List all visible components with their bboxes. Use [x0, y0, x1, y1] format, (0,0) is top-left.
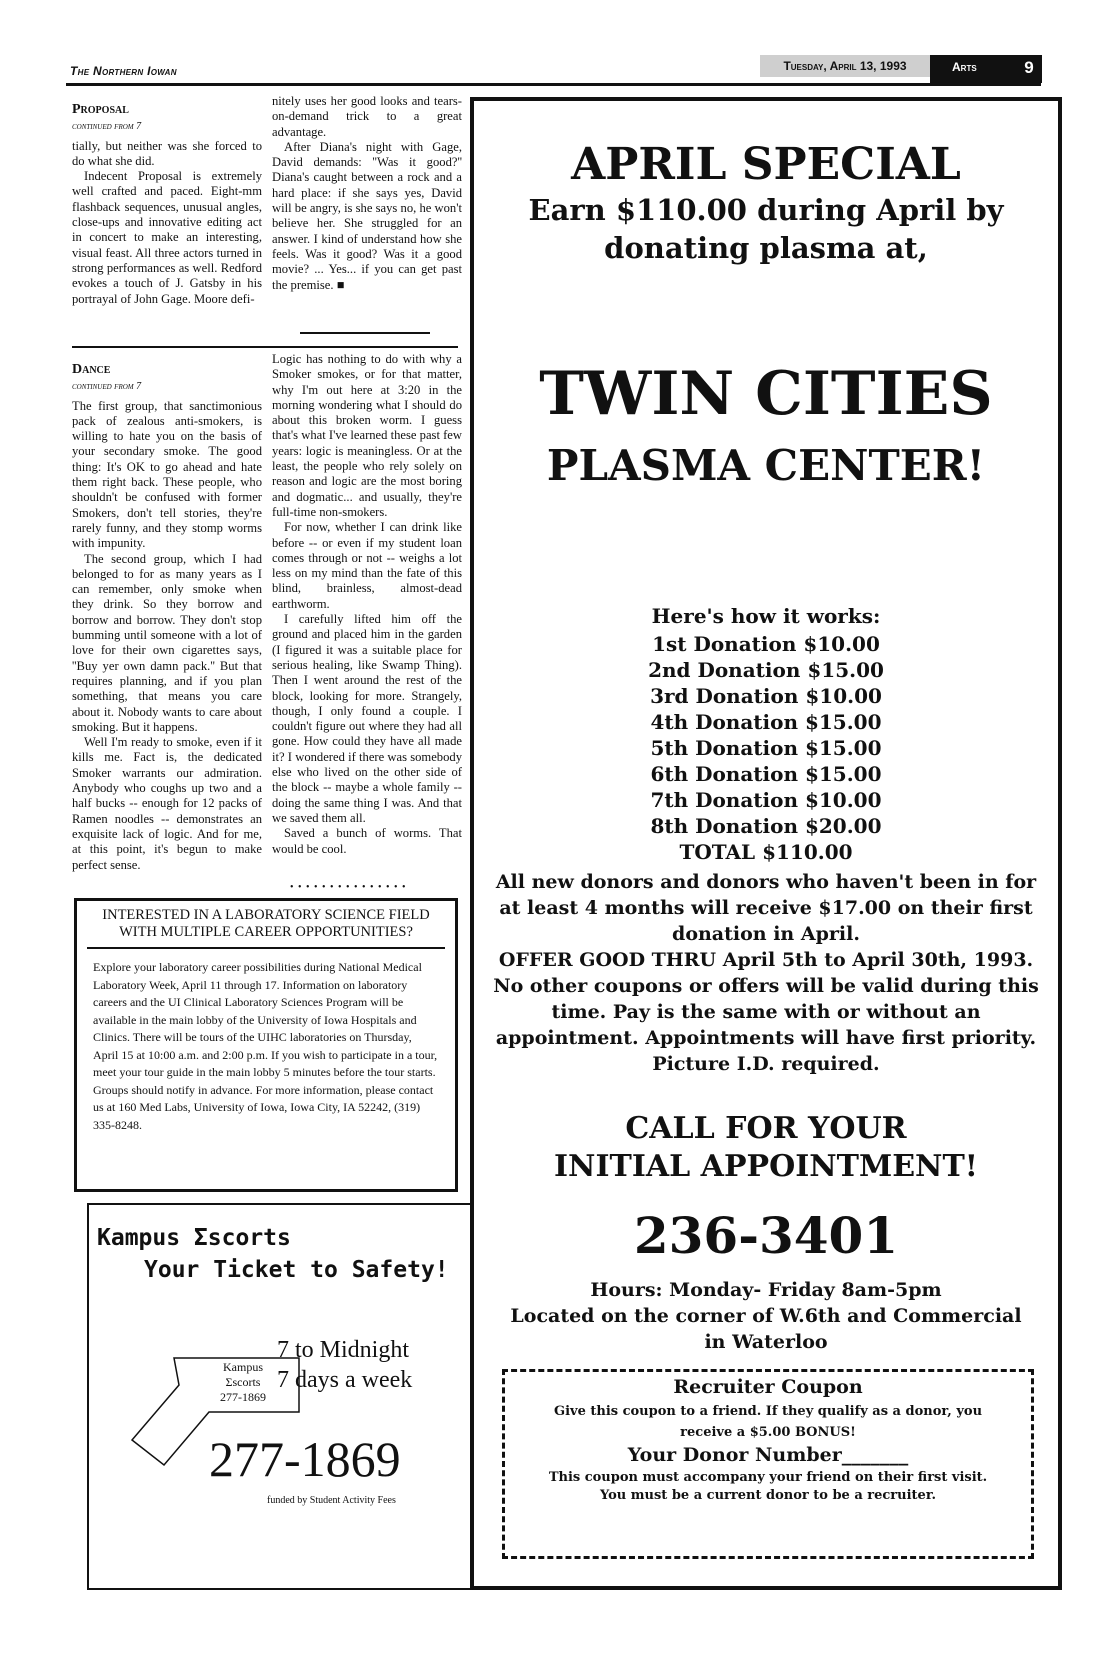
section-label: Arts: [930, 55, 1016, 83]
coupon-title: Recruiter Coupon: [673, 1376, 863, 1398]
donation-item: 5th Donation $15.00: [650, 736, 882, 760]
coupon-line-2: receive a $5.00 BONUS!: [680, 1425, 856, 1440]
coupon-line-3: This coupon must accompany your friend on their first visit.: [548, 1470, 988, 1485]
kampus-tagline: Your Ticket to Safety!: [144, 1257, 449, 1283]
paragraph: After Diana's night with Gage, David demands: ''Was it good?'' Diana's caught between a rock and a hard place: if she says yes, David will be angry, is she says no, he won't believe her. She struggled for an answer. I kind of understand how she feels. Was it good? Was it a good movie? ... Yes... if you can get past the premise. ■: [272, 139, 462, 292]
ad-location-2: in Waterloo: [704, 1331, 828, 1353]
offer-terms: OFFER GOOD THRU April 5th to April 30th, 1993. No other coupons or offers will be valid during this time. Pay is the same with or without an appointment. Appointments will have first priority. Picture I.D. required.: [493, 949, 1039, 1075]
ad-hours: Hours: Monday- Friday 8am-5pm: [590, 1279, 942, 1301]
continued-note: continued from 7: [72, 381, 142, 393]
continued-note: continued from 7: [72, 121, 142, 133]
donation-item: 4th Donation $15.00: [650, 710, 882, 734]
donation-item: 6th Donation $15.00: [650, 762, 882, 786]
article-divider: [72, 346, 458, 348]
donation-total: TOTAL $110.00: [679, 840, 853, 864]
lab-ad-body: Explore your laboratory career possibilities during National Medical Laboratory Week, April 11 through 17. Information on laboratory careers and the UI Clinical Laboratory Sciences Program will be available in the main lobby of the University of Iowa Hospitals and Clinics. There will be tours of the UIHC laboratories on Thursday, April 15 at 10:00 a.m. and 2:00 p.m. If you wish to participate in a tour, meet your tour guide in the main lobby 5 minutes before the tour starts. Groups should notify in advance. For more information, please contact us at 160 Med Labs, University of Iowa, Iowa City, IA 52242, (319) 335-8248.: [93, 960, 438, 1132]
proposal-kicker: Proposal: [72, 102, 129, 117]
hours-line: 7 to Midnight: [277, 1337, 410, 1363]
ticket-name: Kampus: [223, 1360, 263, 1374]
paragraph: The first group, that sanctimonious pack of zealous anti-smokers, is willing to hate you on the basis of your secondary smoke. The good thing: It's OK to go ahead and hate them right back. These people, who shouldn't be confused with former Smokers, don't tell stories, they're rarely funny, and they stomp worms with impunity.: [72, 398, 262, 551]
ad-location-1: Located on the corner of W.6th and Commercial: [510, 1305, 1022, 1327]
paragraph: Logic has nothing to do with why a Smoker smokes, or for that matter, why I'm out here at 3:20 in the morning wondering what I should do about this broken worm. I guess that's what I've learned these past few years: logic is meaningless. Or at the least, the people who rely solely on reason and logic are the most boring and dogmatic... and usually, they're full-time non-smokers.: [272, 352, 462, 519]
call-line-1: CALL FOR YOUR: [625, 1111, 907, 1146]
lab-ad-headline: INTERESTED IN A LABORATORY SCIENCE FIELD WITH MULTIPLE CAREER OPPORTUNITIES?: [87, 901, 445, 949]
recruiter-coupon: [502, 1369, 1034, 1559]
donation-list: [474, 631, 1058, 865]
kampus-title: Kampus Σscorts: [97, 1225, 291, 1251]
kampus-escorts-ad: [87, 1203, 472, 1590]
ad-sub-1: Earn $110.00 during April by: [528, 193, 1004, 227]
days-line: 7 days a week: [277, 1367, 413, 1393]
call-line-2: INITIAL APPOINTMENT!: [554, 1149, 978, 1184]
new-donor-offer: All new donors and donors who haven't been in for at least 4 months will receive $17.00 on their first donation in April.: [495, 871, 1037, 945]
end-rule: [300, 332, 430, 334]
proposal-col-2: [272, 94, 462, 293]
proposal-col-1: [72, 102, 262, 307]
paragraph: For now, whether I can drink like before -- or even if my student loan comes through or not -- weighs a lot less on my mind than the fate of this blind, brainless, almost-dead earthworm.: [272, 520, 462, 611]
ad-phone: 236-3401: [633, 1206, 899, 1265]
newspaper-name: The Northern Iowan: [70, 64, 177, 78]
ticket-name2: Σscorts: [225, 1375, 261, 1389]
donation-item: 7th Donation $10.00: [650, 788, 882, 812]
end-dots: • • • • • • • • • • • • • • •: [290, 882, 407, 893]
paragraph: I carefully lifted him off the ground and placed him in the garden (I figured it was a suitable place for serious healing, like Swamp Thing). Then I went around the rest of the block, looking for more. Strangely, though, I only found a couple. I couldn't figure out where they had all gone. How could they have all made it? I wondered if there was somebody else who lived on the other side of the block -- maybe a whole family -- doing the same thing I was. And that we saved them all.: [272, 612, 462, 825]
paragraph: Saved a bunch of worms. That would be cool.: [272, 826, 462, 856]
how-it-works: Here's how it works:: [651, 604, 881, 628]
paragraph: Indecent Proposal is extremely well crafted and paced. Eight-mm flashback sequences, unusual angles, close-ups and innovative editing act in concert to make an interesting, visual feast. All three actors turned in strong performances as well. Redford evokes a touch of J. Gatsby in his portrayal of John Gage. Moore defi-: [72, 169, 262, 306]
donation-item: 3rd Donation $10.00: [650, 684, 882, 708]
donor-number-field: Your Donor Number_______: [627, 1444, 909, 1466]
dance-kicker: Dance: [72, 362, 111, 377]
coupon-line-4: You must be a current donor to be a recruiter.: [599, 1488, 937, 1503]
kampus-phone: 277-1869: [209, 1431, 401, 1487]
center-name-1: TWIN CITIES: [539, 359, 993, 429]
coupon-line-1: Give this coupon to a friend. If they qualify as a donor, you: [553, 1404, 983, 1419]
funding-note: funded by Student Activity Fees: [267, 1495, 396, 1506]
donation-item: 1st Donation $10.00: [652, 632, 880, 656]
kampus-hours: [277, 1335, 412, 1395]
paragraph: The second group, which I had belonged to for as many years as I can remember, only smoke when they drink. So they borrow and borrow and borrow. They don't stop bumming until someone with a lot of love for their own cigarettes says, ''Buy yer own damn pack.'' But that requires planning, and if you plan something, that means you care about it. Nobody wants to care about smoking. But it happens.: [72, 551, 262, 734]
dance-col-2: [272, 352, 462, 857]
paragraph: Well I'm ready to smoke, even if it kills me. Fact is, the dedicated Smoker warrants our admiration. Anybody who coughs up two and a half bucks -- enough for 12 packs of Ramen noodles -- demonstrates an exquisite lack of logic. And for me, at this point, it's begun to make perfect sense.: [72, 735, 262, 872]
ticket-phone: 277-1869: [220, 1390, 266, 1404]
lab-science-ad: [74, 898, 458, 1192]
paragraph: tially, but neither was she forced to do what she did.: [72, 138, 262, 168]
donation-item: 8th Donation $20.00: [650, 814, 882, 838]
header-rule: [66, 83, 1041, 86]
plasma-center-ad: [470, 97, 1062, 1590]
ad-headline: APRIL SPECIAL: [571, 139, 961, 190]
paragraph: nitely uses her good looks and tears-on-demand trick to a great advantage.: [272, 94, 462, 139]
issue-date: Tuesday, April 13, 1993: [760, 55, 930, 77]
dance-col-1: [72, 362, 262, 873]
page-number: 9: [1016, 55, 1042, 83]
center-name-2: PLASMA CENTER!: [546, 441, 986, 490]
ad-sub-2: donating plasma at,: [604, 231, 928, 265]
donation-item: 2nd Donation $15.00: [648, 658, 884, 682]
